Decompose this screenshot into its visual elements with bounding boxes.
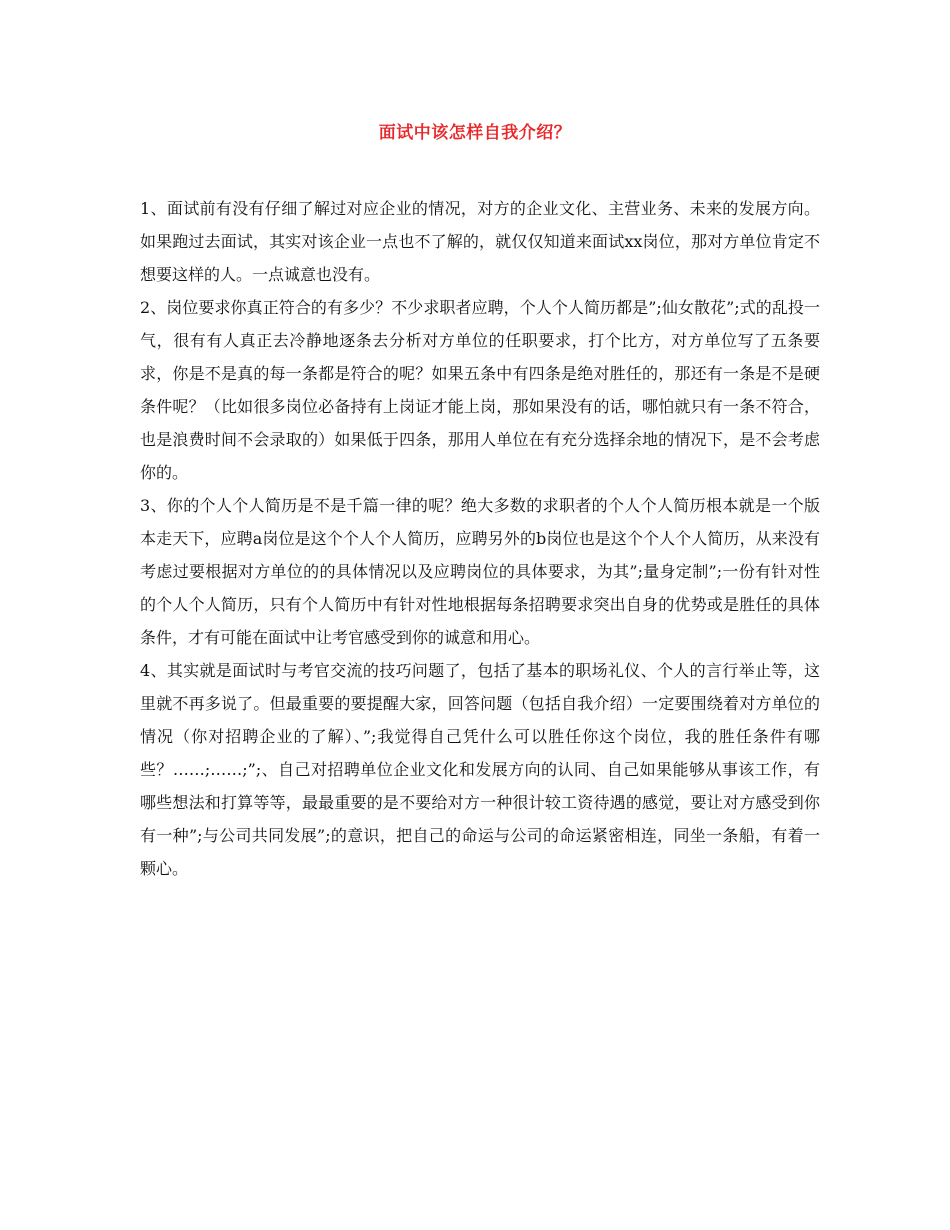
paragraph-1: 1、面试前有没有仔细了解过对应企业的情况，对方的企业文化、主营业务、未来的发展方向。如果跑过去面试，其实对该企业一点也不了解的，就仅仅知道来面试xx岗位，那对方单位肯定不想要这样的人。一点诚意也没有。 [140,199,820,284]
document-body [140,192,820,885]
paragraph-4: 4、其实就是面试时与考官交流的技巧问题了，包括了基本的职场礼仪、个人的言行举止等，这里就不再多说了。但最重要的要提醒大家，回答问题（包括自我介绍）一定要围绕着对方单位的情况（你对招聘企业的了解）、”;我觉得自己凭什么可以胜任你这个岗位，我的胜任条件有哪些？……;……;”;、自己对招聘单位企业文化和发展方向的认同、自己如果能够从事该工作，有哪些想法和打算等等，最最重要的是不要给对方一种很计较工资待遇的感觉，要让对方感受到你有一种”;与公司共同发展”;的意识，把自己的命运与公司的命运紧密相连，同坐一条船，有着一颗心。 [140,661,820,878]
paragraph-2: 2、岗位要求你真正符合的有多少？不少求职者应聘，个人个人简历都是”;仙女散花”;式的乱投一气，很有有人真正去冷静地逐条去分析对方单位的任职要求，打个比方，对方单位写了五条要求，你是不是真的每一条都是符合的呢？如果五条中有四条是绝对胜任的，那还有一条是不是硬条件呢？（比如很多岗位必备持有上岗证才能上岗，那如果没有的话，哪怕就只有一条不符合，也是浪费时间不会录取的）如果低于四条，那用人单位在有充分选择余地的情况下，是不会考虑你的。 [140,298,820,482]
document-title: 面试中该怎样自我介绍？ [378,123,572,143]
paragraph-3: 3、你的个人个人简历是不是千篇一律的呢？绝大多数的求职者的个人个人简历根本就是一个版本走天下，应聘a岗位是这个个人个人简历，应聘另外的b岗位也是这个个人个人简历，从来没有考虑过要根据对方单位的的具体情况以及应聘岗位的具体要求，为其”;量身定制”;一份有针对性的个人个人简历，只有个人简历中有针对性地根据每条招聘要求突出自身的优势或是胜任的具体条件，才有可能在面试中让考官感受到你的诚意和用心。 [140,496,820,647]
